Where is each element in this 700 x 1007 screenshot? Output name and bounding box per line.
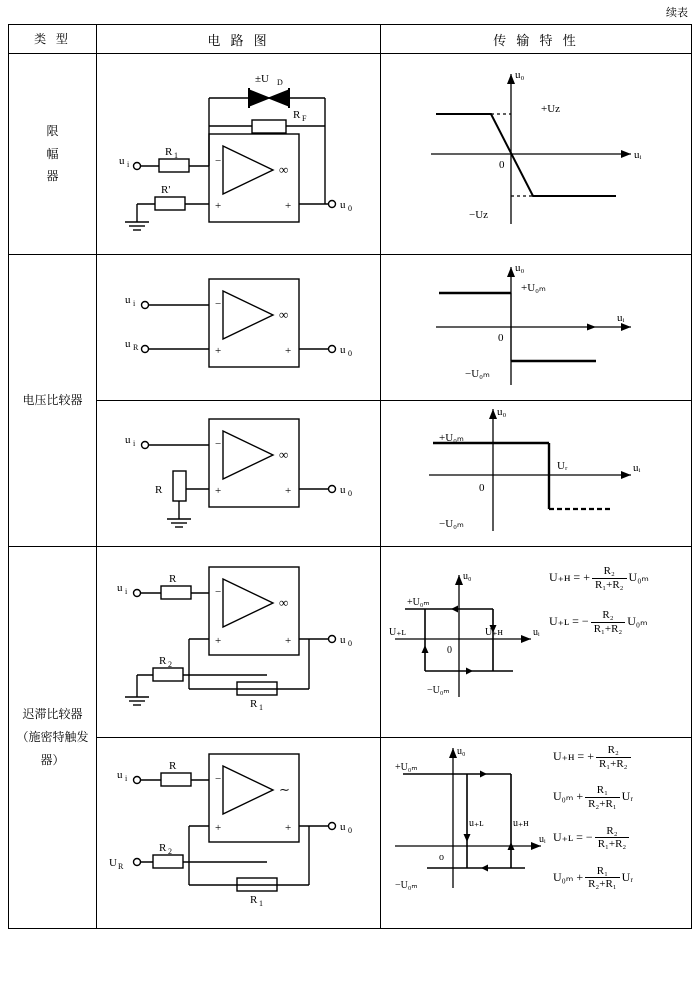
label-upper: +U₀ₘ [439, 432, 464, 444]
label-plus-out: + [285, 200, 292, 212]
fraction: $\frac{\text{R₂}}{\text{R₁+R₂}}$ [591, 609, 626, 635]
label-x-axis: uᵢ [539, 834, 546, 845]
svg-text:0: 0 [348, 489, 352, 498]
label-vin: u [117, 582, 123, 594]
label-vout: u [340, 199, 346, 211]
label-vin: u [117, 769, 123, 781]
label-opamp: ∞ [279, 447, 289, 462]
equation-lhs: U₊ʜ = + [549, 569, 590, 584]
label-vref: U [109, 857, 117, 869]
equation-row [553, 784, 633, 810]
equation-lhs: U₊ʜ = + [553, 748, 594, 763]
equation-lhs: U₀ₘ + [553, 789, 584, 804]
label-rp: R' [161, 184, 171, 196]
table-row [9, 547, 692, 738]
label-vin: u [125, 294, 131, 306]
equation-lhs: U₊ʟ = − [549, 614, 589, 629]
equation-row [549, 609, 649, 635]
equation-row [553, 744, 633, 770]
table-row [9, 738, 692, 929]
row-type-comparator [9, 255, 97, 547]
label-plus-out: + [285, 345, 292, 357]
transfer-curve-comparator-2 [381, 401, 692, 547]
svg-text:D: D [277, 78, 283, 87]
fraction: $\frac{\text{R₂}}{\text{R₁+R₂}}$ [592, 565, 627, 591]
fraction: $\frac{\text{R₁}}{\text{R₂+R₁}}$ [585, 865, 620, 891]
circuit-diagram-schmitt-2 [97, 738, 381, 929]
header-transfer: 传 输 特 性 [381, 25, 692, 54]
svg-text:1: 1 [174, 151, 178, 160]
type-line: 迟滞比较器 [22, 707, 83, 722]
header-circuit: 电 路 图 [97, 25, 381, 54]
table-row [9, 54, 692, 255]
circuit-diagram-limiter [97, 54, 381, 255]
label-vin: u [125, 434, 131, 446]
table-row [9, 255, 692, 401]
label-r2: R [159, 655, 167, 667]
svg-text:i: i [133, 439, 136, 448]
type-line: 器） [40, 752, 65, 767]
label-origin: 0 [479, 482, 485, 494]
row-type-limiter [9, 54, 97, 255]
label-u-plus-h: u₊ʜ [513, 818, 529, 829]
label-plus: + [215, 822, 222, 834]
table-row [9, 401, 692, 547]
label-plus-out: + [285, 635, 292, 647]
label-vout: u [340, 484, 346, 496]
label-r1: R [165, 146, 173, 158]
label-vout: u [340, 344, 346, 356]
label-plus: + [215, 485, 222, 497]
label-r2: R [159, 842, 167, 854]
table-header-row [9, 25, 692, 54]
label-source: ±U [255, 73, 269, 85]
label-opamp: ∼ [279, 782, 290, 797]
equation-lhs: U₀ₘ + [553, 869, 584, 884]
svg-text:1: 1 [259, 703, 263, 712]
svg-text:0: 0 [348, 204, 352, 213]
svg-text:i: i [125, 774, 128, 783]
svg-text:0: 0 [348, 826, 352, 835]
fraction: $\frac{\text{R₁}}{\text{R₂+R₁}}$ [585, 784, 620, 810]
svg-text:2: 2 [168, 660, 172, 669]
label-upper: +U₀ₘ [521, 282, 546, 294]
label-plus-out: + [285, 485, 292, 497]
equation-lhs: U₊ʟ = − [553, 829, 593, 844]
svg-text:0: 0 [348, 349, 352, 358]
svg-text:i: i [125, 587, 128, 596]
label-vout: u [340, 634, 346, 646]
label-minus: − [215, 773, 222, 785]
label-y-axis: u₀ [457, 746, 466, 757]
circuit-diagram-comparator-1 [97, 255, 381, 401]
label-vref: u [125, 338, 131, 350]
label-minus: − [215, 298, 222, 310]
label-r: R [169, 760, 177, 772]
circuit-diagram-comparator-2 [97, 401, 381, 547]
fraction: $\frac{\text{R₂}}{\text{R₁+R₂}}$ [596, 744, 631, 770]
type-line: 器 [46, 169, 59, 184]
label-r1: R [250, 698, 258, 710]
label-opamp: ∞ [279, 595, 289, 610]
label-threshold: Uᵣ [557, 460, 568, 472]
label-plus-out: + [285, 822, 292, 834]
label-origin: o [439, 852, 444, 863]
svg-text:i: i [127, 160, 130, 169]
fraction: $\frac{\text{R₂}}{\text{R₁+R₂}}$ [595, 825, 630, 851]
label-x-axis: uᵢ [533, 627, 540, 638]
label-y-axis: u₀ [515, 262, 525, 274]
label-x-axis: uᵢ [617, 312, 625, 324]
svg-text:0: 0 [348, 639, 352, 648]
svg-text:F: F [302, 114, 307, 123]
label-r1: R [250, 894, 258, 906]
svg-text:R: R [133, 343, 139, 352]
label-plus: + [215, 345, 222, 357]
continued-label: 续表 [666, 6, 688, 19]
label-opamp: ∞ [279, 307, 289, 322]
label-r: R [155, 484, 163, 496]
svg-text:1: 1 [259, 899, 263, 908]
type-line: 幅 [46, 146, 59, 161]
circuit-reference-table [8, 24, 692, 929]
svg-text:R: R [118, 862, 124, 871]
equation-rhs: U₀ₘ [627, 614, 648, 629]
label-origin: 0 [447, 645, 452, 656]
equation-block-schmitt-2 [553, 744, 633, 891]
equation-rhs: U₀ₘ [628, 569, 649, 584]
label-x-axis: uᵢ [633, 462, 641, 474]
label-rf: R [293, 109, 301, 121]
label-upper: +U₀ₘ [395, 762, 418, 773]
label-plus: + [215, 635, 222, 647]
equation-rhs: Uᵣ [621, 869, 634, 884]
type-line: 电压比较器 [22, 393, 83, 408]
label-lower: −Uᴢ [469, 209, 489, 221]
label-minus: − [215, 155, 222, 167]
label-opamp: ∞ [279, 162, 289, 177]
svg-text:i: i [133, 299, 136, 308]
transfer-curve-comparator-1 [381, 255, 692, 401]
label-u-plus-h: U₊ʜ [485, 627, 503, 638]
label-lower: −U₀ₘ [465, 368, 490, 380]
header-type: 类 型 [9, 25, 97, 54]
label-lower: −U₀ₘ [395, 880, 418, 891]
label-u-plus-l: U₊ʟ [389, 627, 406, 638]
label-r: R [169, 573, 177, 585]
equation-row [553, 825, 633, 851]
equation-row [553, 865, 633, 891]
label-y-axis: u₀ [463, 571, 472, 582]
row-type-schmitt [9, 547, 97, 929]
type-line: （施密特触发 [16, 730, 89, 745]
label-plus: + [215, 200, 222, 212]
transfer-curve-schmitt-1 [381, 547, 692, 738]
equation-rhs: Uᵣ [621, 789, 634, 804]
label-upper: +Uᴢ [541, 103, 561, 115]
label-vout: u [340, 821, 346, 833]
label-upper: +U₀ₘ [407, 597, 430, 608]
equation-row [549, 565, 649, 591]
transfer-curve-schmitt-2 [381, 738, 692, 929]
label-x-axis: uᵢ [634, 149, 642, 161]
label-y-axis: u₀ [515, 69, 525, 81]
label-origin: 0 [499, 159, 505, 171]
svg-text:2: 2 [168, 847, 172, 856]
label-lower: −U₀ₘ [439, 518, 464, 530]
label-y-axis: u₀ [497, 406, 507, 418]
transfer-curve-limiter [381, 54, 692, 255]
equation-block-schmitt-1 [549, 565, 649, 636]
label-minus: − [215, 586, 222, 598]
label-vin: u [119, 155, 125, 167]
label-u-plus-l: u₊ʟ [469, 818, 484, 829]
circuit-diagram-schmitt-1 [97, 547, 381, 738]
label-minus: − [215, 438, 222, 450]
label-origin: 0 [498, 332, 504, 344]
label-lower: −U₀ₘ [427, 685, 450, 696]
type-line: 限 [46, 123, 59, 138]
